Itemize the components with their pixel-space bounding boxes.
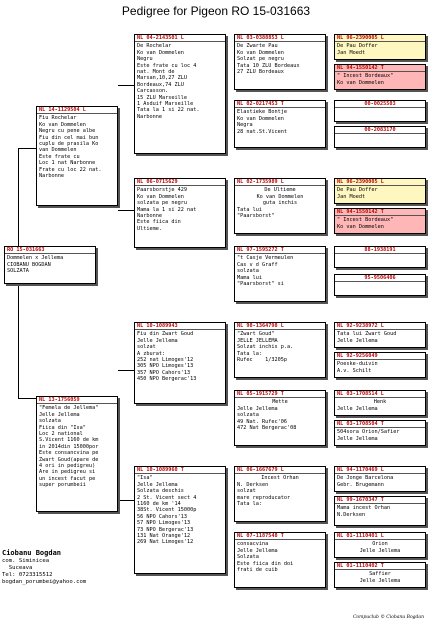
ring-number: NL 98-1364798 L — [235, 323, 325, 330]
ring-number: NL 92-9256049 — [335, 353, 425, 360]
g4-card-14[interactable] — [334, 496, 426, 526]
card-line: De Pau Doffer — [337, 187, 378, 194]
card-line: Ko van Dommelen — [237, 49, 284, 56]
card-line: 1160 de km '14 — [137, 501, 181, 508]
sire-dam-card[interactable] — [134, 178, 226, 248]
card-line: 28 nat.St.Vicent — [237, 128, 287, 135]
card-line: 49 Nat. Rufec'06 — [237, 418, 287, 425]
breeder-email[interactable]: bogdan_porumbei@yahoo.com — [2, 579, 87, 585]
card-line: Loc 1 nat Narbonne — [39, 160, 96, 167]
card-line: Tata 10 ZLU Bordeaux — [237, 62, 300, 69]
ring-number: NL 10-1089960 T — [135, 467, 225, 474]
card-line: 57 NPO Limoges'13 — [137, 520, 191, 527]
sire-card[interactable] — [36, 106, 118, 206]
card-line: Fiica din "Isa" — [39, 424, 86, 431]
card-line: "Isa" — [137, 475, 153, 482]
ring-number: NL 01-1110402 T — [335, 563, 425, 570]
card-line: De Zwarte Pau — [237, 43, 278, 50]
subject-pigeon-card[interactable] — [4, 246, 96, 284]
card-line: Jelle Jellema — [39, 411, 80, 418]
ring-number: NL 05-1915729 T — [235, 391, 325, 398]
card-line: 56 NPO Cahors'13 — [137, 513, 187, 520]
ggp-card-sdd[interactable] — [234, 246, 326, 302]
ring-number: NL 99-1670347 T — [335, 497, 425, 504]
card-line: 73 NPO Bergerac'13 — [137, 526, 194, 533]
connector-line — [18, 398, 36, 399]
card-line: Mama lui — [237, 274, 262, 281]
card-line: N. Derksen — [237, 481, 269, 488]
breeder-phone: Tel: 0723315512 — [2, 572, 53, 578]
ggp-card-sss[interactable] — [234, 34, 326, 90]
ring-number: NL 94-1170469 L — [335, 467, 425, 474]
card-line: 4 ori in pedigreu) — [39, 463, 96, 470]
ring-number: NL 14-1129504 L — [37, 107, 117, 114]
ring-number: NL 97-1595272 T — [235, 247, 325, 254]
card-line: Saffier — [369, 571, 391, 578]
card-line: Ko van Dommelen — [137, 49, 184, 56]
card-line: A.v. Schilt — [337, 367, 372, 374]
card-line: " Incest Bordeaux" — [337, 73, 394, 80]
card-line: Este frate cu — [39, 153, 80, 160]
card-line: Jelle Jellema — [337, 337, 378, 344]
card-line: 450 NPO Bergerac'13 — [137, 376, 197, 383]
card-line: Este frate cu loc 4 — [137, 62, 197, 69]
card-line: Tata la: — [237, 501, 262, 508]
card-line: van Dommelen — [39, 147, 77, 154]
card-line: " Incest Bordeaux" — [337, 217, 394, 224]
card-line: Narbonne — [137, 213, 162, 220]
card-line: Ko van Dommelen — [337, 79, 384, 86]
ggp-card-dss[interactable] — [234, 322, 326, 378]
card-line: Henk — [373, 399, 387, 406]
ggp-card-sds[interactable] — [234, 178, 326, 234]
ring-number: 00-2083170 — [335, 127, 425, 134]
ggp-card-ssd[interactable] — [234, 100, 326, 148]
card-line: Bordeaux,74 ZLU — [137, 81, 184, 88]
g4-card-6[interactable] — [334, 208, 426, 234]
card-line: Gebr. Brugemann — [337, 481, 384, 488]
card-line: Mama incest Orhan — [337, 505, 391, 512]
g4-card-9[interactable] — [334, 322, 426, 348]
card-line: Fiu din Zwart Goud — [137, 331, 194, 338]
card-line: Jan Moedt — [337, 193, 366, 200]
ring-number: NL 03-1708504 T — [335, 421, 425, 428]
connector-line — [118, 500, 134, 501]
card-line: Carcasson. — [137, 88, 169, 95]
card-line: 252 nat Limoges'12 — [137, 357, 194, 364]
card-line: 1 Asduif Marseille — [137, 101, 194, 108]
card-line: Este fiica din doi — [237, 560, 294, 567]
card-line: nat. Mont de — [137, 69, 175, 76]
card-line: guta inchis — [262, 200, 298, 207]
card-line: Are in pedigreu si — [39, 469, 96, 476]
card-line: De Jonge Barcelona — [337, 475, 394, 482]
ggp-card-dsd[interactable] — [234, 390, 326, 446]
card-line: Jelle Jellema — [359, 547, 401, 554]
card-line: Ultieme. — [137, 225, 162, 232]
connector-line — [118, 210, 134, 211]
card-line: Jelle Jellema — [137, 481, 178, 488]
ring-number: NL 06-0715629 — [135, 179, 225, 186]
card-line: 472 Nat Bergerac'08 — [237, 425, 297, 432]
card-line: Jelle Jellema — [337, 435, 378, 442]
connector-line — [118, 370, 134, 371]
ring-number: NL 03-0388853 L — [235, 35, 325, 42]
card-line: solzata — [237, 412, 259, 419]
card-line: Solzat pe negru — [237, 56, 284, 63]
card-line: A zburat: — [137, 350, 166, 357]
card-line: 131 Nat Orange'12 — [137, 533, 191, 540]
connector-line — [18, 148, 36, 149]
ring-number: NL 96-2390005 L — [335, 35, 425, 42]
card-line: SOLZATA — [7, 268, 29, 275]
ring-number: NL 04-2143501 L — [135, 35, 225, 42]
card-line: 357 NPO Cahors'13 — [137, 369, 191, 376]
card-line: Ko van Dommelen — [237, 115, 284, 122]
card-line: Tata la 1 si 22 nat. — [137, 107, 200, 114]
card-line: Tata lui — [237, 206, 262, 213]
card-line: Poeske-duivin — [337, 361, 378, 368]
card-line: Marsan,10,27 ZLU — [137, 75, 187, 82]
card-line: De Ultieme — [264, 187, 296, 194]
ring-number: NL 01-1110401 L — [335, 533, 425, 540]
card-line: solzata — [237, 268, 259, 275]
ring-number: NL 96-2390005 L — [335, 179, 425, 186]
dam-card[interactable] — [36, 396, 118, 512]
card-line: Negru — [137, 56, 153, 63]
card-line: Elastieke Bontje — [237, 109, 287, 116]
card-line: consacvina — [237, 541, 269, 548]
dam-sire-card[interactable] — [134, 322, 226, 404]
ring-number: NL 02-1735989 L — [235, 179, 325, 186]
footer-credit: Compuclub © Ciobanu Bogdan — [352, 615, 424, 620]
card-line: Incest Orhan — [261, 475, 299, 482]
card-line: Solzata — [237, 554, 259, 561]
ring-number: NL 06-1667679 L — [235, 467, 325, 474]
card-line: 15 ZLU Marseille — [137, 94, 187, 101]
card-line: Solzata deschis — [137, 488, 184, 495]
card-line: Negra — [237, 122, 253, 129]
ring-number: NL 02-0217453 T — [235, 101, 325, 108]
card-line: Mette — [272, 399, 288, 406]
card-line: De Pau Doffer — [337, 43, 378, 50]
card-line: "t Casje Vermeulen — [237, 255, 294, 262]
dam-dam-card[interactable] — [134, 466, 226, 574]
ring-number: 88-1938191 — [335, 247, 425, 254]
breeder-name: Ciobanu Bogdan — [2, 549, 62, 557]
card-line: Ko van Dommelen — [256, 193, 304, 200]
ring-number: RO 15-031663 — [5, 247, 95, 254]
card-line: 27 ZLU Bordeaux — [237, 69, 284, 76]
card-line: Narbonne — [39, 173, 64, 180]
card-line: Solzat inchis p.a. — [237, 344, 294, 351]
g4-card-3[interactable] — [334, 100, 426, 122]
g4-card-4[interactable] — [334, 126, 426, 148]
ring-number: 00-0025503 — [335, 101, 425, 108]
card-line: Mama la 1 si 22 nat — [137, 206, 197, 213]
g4-card-10[interactable] — [334, 352, 426, 378]
card-line: JELLE JELLEMA — [237, 337, 278, 344]
card-line: solzat — [237, 488, 256, 495]
card-line: Frate cu loc 22 nat. — [39, 166, 102, 173]
card-line: S.Vicent 1160 de km — [39, 437, 99, 444]
connector-line — [118, 85, 134, 86]
g4-card-5[interactable] — [334, 178, 426, 204]
card-line: N.Derksen — [337, 511, 366, 518]
card-line: Este consancvina pe — [39, 450, 99, 457]
breeder-address: com. Siminicea — [2, 558, 50, 564]
g4-card-7[interactable] — [334, 246, 426, 268]
ggp-card-dds[interactable] — [234, 466, 326, 522]
card-line: Tata la: — [237, 350, 262, 357]
card-line: 504sora Orion/Safier — [337, 429, 400, 436]
card-line: 305 NPO Limoges'13 — [137, 363, 194, 370]
card-line: Este fiica din — [137, 219, 181, 226]
card-line: Narbonne — [137, 113, 162, 120]
card-line: Tata lui Zwart Goud — [337, 331, 397, 338]
card-line: Jelle Jellema — [237, 405, 278, 412]
card-line: "Paarsborst" si — [237, 281, 284, 288]
ggp-card-ddd[interactable] — [234, 532, 326, 588]
breeder-info — [2, 548, 86, 586]
breeder-region: Suceava — [2, 565, 33, 571]
ring-number: NL 92-9238972 L — [335, 323, 425, 330]
g4-card-1[interactable] — [334, 34, 426, 60]
ring-number: NL 03-1708514 L — [335, 391, 425, 398]
g4-card-13[interactable] — [334, 466, 426, 492]
card-line: "Femela de Jellema" — [39, 405, 99, 412]
card-line: in 2014din 15000por — [39, 443, 99, 450]
card-line: 269 Nat Limoges'12 — [137, 539, 194, 546]
card-line: solzata pe negru — [137, 200, 187, 207]
ring-number: 95-9506406 — [335, 275, 425, 282]
card-line: solzat — [137, 344, 156, 351]
card-line: Paarsborstje 429 — [137, 187, 187, 194]
card-line: Zwart Goud(apare de — [39, 456, 99, 463]
card-line: Jan Moedt — [337, 49, 366, 56]
card-line: super porumbeii — [39, 482, 86, 489]
card-line: cuplu de prasila Ko — [39, 141, 99, 148]
card-line: Jelle Jellema — [359, 577, 401, 584]
g4-card-11[interactable] — [334, 390, 426, 416]
card-line: Ko van Dommelen — [137, 193, 184, 200]
card-line: Loc 2 national — [39, 431, 83, 438]
g4-card-12[interactable] — [334, 420, 426, 446]
card-line: Dommelen x Jellema — [7, 255, 64, 262]
card-line: Fiu din cel mai bun — [39, 134, 99, 141]
card-line: frati de cuib — [237, 567, 278, 574]
card-line: De Rochelar — [137, 43, 172, 50]
page-title: Pedigree for Pigeon RO 15-031663 — [121, 4, 311, 18]
g4-card-2[interactable] — [334, 64, 426, 90]
card-line: mare reproducator — [237, 494, 291, 501]
g4-card-8[interactable] — [334, 274, 426, 296]
sire-sire-card[interactable] — [134, 34, 226, 154]
card-line: Jelle Jellema — [337, 405, 378, 412]
card-line: Cas v d Graff — [237, 261, 278, 268]
ring-number: NL 94-1550142 T — [335, 209, 425, 216]
card-line: "Zwart Goud" — [237, 331, 275, 338]
card-line: Negru cu pene albe — [39, 128, 96, 135]
ring-number: NL 94-1550142 T — [335, 65, 425, 72]
card-line: un incest facut pe — [39, 475, 96, 482]
ring-number: NL 10-1089943 — [135, 323, 225, 330]
card-line: Jelle Jellema — [137, 337, 178, 344]
g4-card-16[interactable] — [334, 562, 426, 588]
ring-number: NL 13-1756059 — [37, 397, 117, 404]
card-line: 2 St. Vicent sect 4 — [137, 494, 197, 501]
card-line: 38St. Vicent 15000p — [137, 507, 197, 514]
card-line: Ko van Dommelen — [337, 223, 384, 230]
g4-card-15[interactable] — [334, 532, 426, 558]
card-line: solzata — [39, 418, 61, 425]
card-line: CIOBANU BOGDAN — [7, 261, 51, 268]
ring-number: NL 07-1187548 T — [235, 533, 325, 540]
card-line: "Paarsborst" — [237, 213, 275, 220]
card-line: Ko van Dommelen — [39, 121, 86, 128]
card-line: Rufec 1/3205p — [237, 357, 287, 364]
card-line: Orion — [372, 541, 388, 548]
card-line: Fiu Rochelar — [39, 115, 77, 122]
card-line: Jelle Jellema — [237, 547, 278, 554]
